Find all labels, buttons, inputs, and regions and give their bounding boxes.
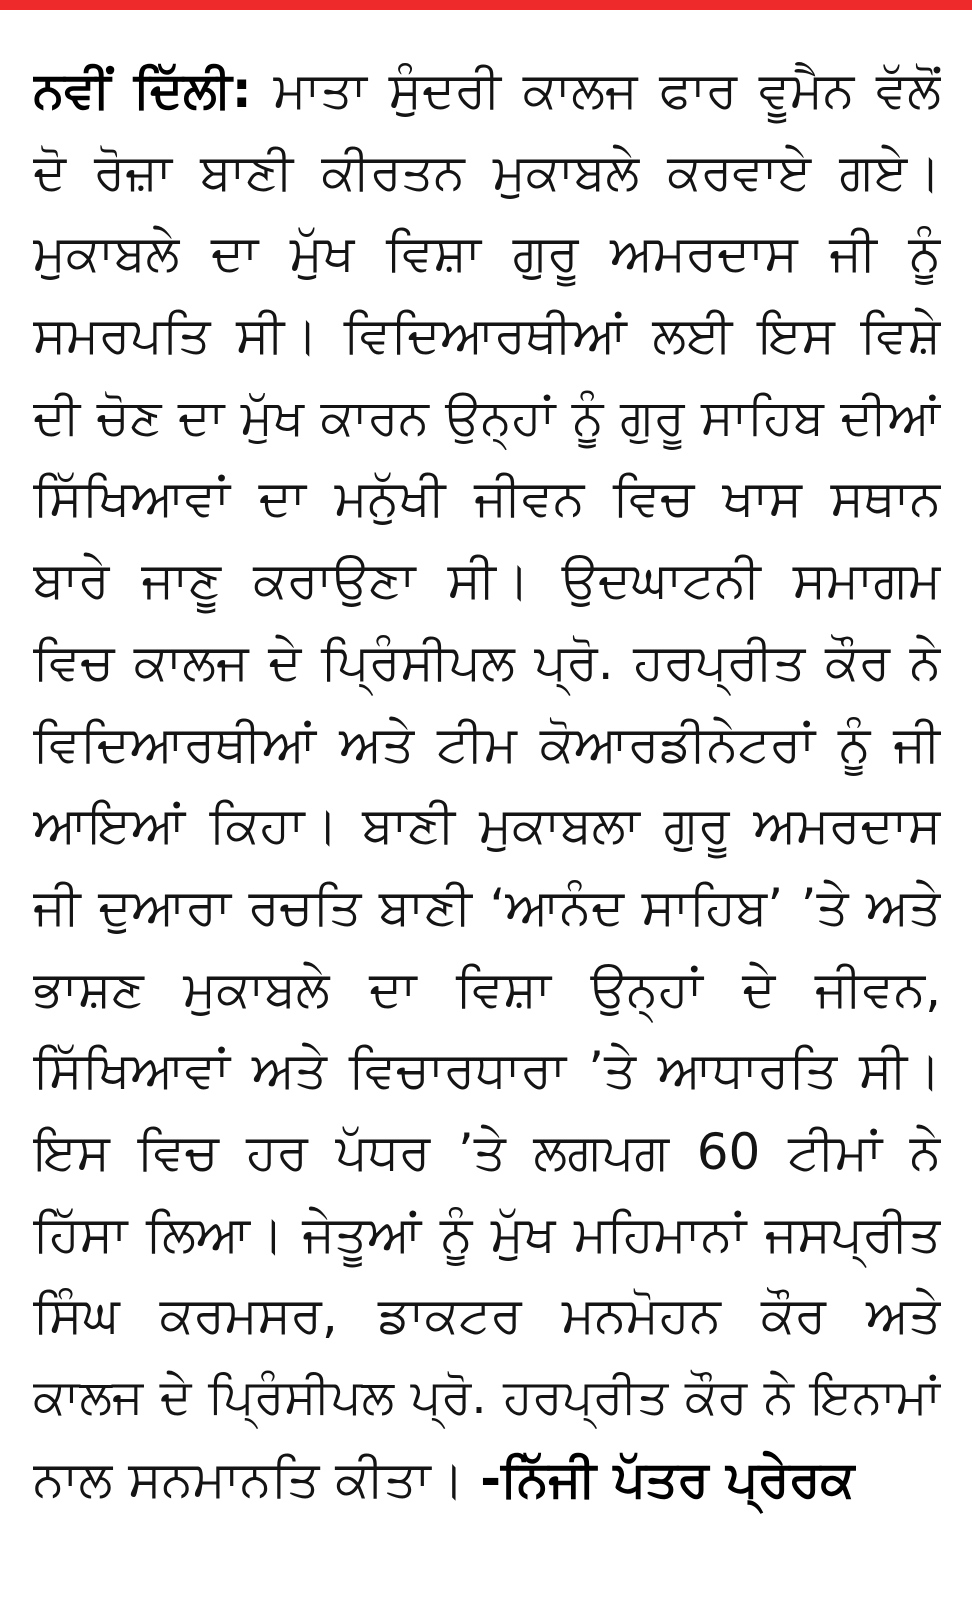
- article-line: [33, 50, 941, 132]
- article-line: ਸਿੰਘ ਕਰਮਸਰ, ਡਾਕਟਰ ਮਨਮੋਹਨ ਕੌਰ ਅਤੇ: [33, 1286, 941, 1345]
- article-line: ਹਿੱਸਾ ਲਿਆ। ਜੇਤੂਆਂ ਨੂੰ ਮੁੱਖ ਮਹਿਮਾਨਾਂ ਜਸਪ੍ਰੀਤ: [33, 1204, 941, 1263]
- article-line: ਬਾਰੇ ਜਾਣੂ ਕਰਾਉਣਾ ਸੀ। ਉਦਘਾਟਨੀ ਸਮਾਗਮ: [33, 551, 941, 610]
- article-line: ਮੁਕਾਬਲੇ ਦਾ ਮੁੱਖ ਵਿਸ਼ਾ ਗੁਰੂ ਅਮਰਦਾਸ ਜੀ ਨੂੰ: [33, 224, 941, 283]
- article-line: ਇਸ ਵਿਚ ਹਰ ਪੱਧਰ ’ਤੇ ਲਗਪਗ 60 ਟੀਮਾਂ ਨੇ: [33, 1122, 941, 1181]
- article-line: ਜੀ ਦੁਆਰਾ ਰਚਤਿ ਬਾਣੀ ‘ਆਨੰਦ ਸਾਹਿਬ’ ’ਤੇ ਅਤੇ: [33, 877, 941, 936]
- dateline: ਨਵੀਂ ਦਿੱਲੀ:: [33, 61, 252, 119]
- article-line: ਦੋ ਰੋਜ਼ਾ ਬਾਣੀ ਕੀਰਤਨ ਮੁਕਾਬਲੇ ਕਰਵਾਏ ਗਏ।: [33, 142, 941, 201]
- article-line: ਆਇਆਂ ਕਿਹਾ। ਬਾਣੀ ਮੁਕਾਬਲਾ ਗੁਰੂ ਅਮਰਦਾਸ: [33, 796, 941, 855]
- byline: -ਨਿੱਜੀ ਪੱਤਰ ਪ੍ਰੇਰਕ: [480, 1449, 855, 1508]
- top-red-rule: [0, 0, 972, 10]
- news-article: [33, 50, 941, 1520]
- article-line: ਦੀ ਚੋਣ ਦਾ ਮੁੱਖ ਕਾਰਨ ਉਨ੍ਹਾਂ ਨੂੰ ਗੁਰੂ ਸਾਹਿਬ ਦੀਆਂ: [33, 388, 941, 446]
- article-line: ਭਾਸ਼ਣ ਮੁਕਾਬਲੇ ਦਾ ਵਿਸ਼ਾ ਉਨ੍ਹਾਂ ਦੇ ਜੀਵਨ,: [33, 959, 941, 1018]
- article-line: ਸਿੱਖਿਆਵਾਂ ਅਤੇ ਵਿਚਾਰਧਾਰਾ ’ਤੇ ਆਧਾਰਤਿ ਸੀ।: [33, 1041, 941, 1100]
- article-line: ਸਮਰਪਤਿ ਸੀ। ਵਿਦਿਆਰਥੀਆਂ ਲਈ ਇਸ ਵਿਸ਼ੇ: [33, 306, 941, 365]
- article-line: ਵਿਦਿਆਰਥੀਆਂ ਅਤੇ ਟੀਮ ਕੋਆਰਡੀਨੇਟਰਾਂ ਨੂੰ ਜੀ: [33, 714, 941, 773]
- article-line: [33, 1439, 941, 1521]
- article-line: ਕਾਲਜ ਦੇ ਪ੍ਰਿੰਸੀਪਲ ਪ੍ਰੋ. ਹਰਪ੍ਰੀਤ ਕੌਰ ਨੇ ਇਨਾਮਾਂ: [33, 1369, 941, 1425]
- article-text: ਨਾਲ ਸਨਮਾਨਤਿ ਕੀਤਾ।: [33, 1449, 465, 1508]
- article-line: ਸਿੱਖਿਆਵਾਂ ਦਾ ਮਨੁੱਖੀ ਜੀਵਨ ਵਿਚ ਖਾਸ ਸਥਾਨ: [33, 469, 941, 528]
- article-line: ਵਿਚ ਕਾਲਜ ਦੇ ਪ੍ਰਿੰਸੀਪਲ ਪ੍ਰੋ. ਹਰਪ੍ਰੀਤ ਕੌਰ ਨੇ: [33, 632, 941, 691]
- article-text: ਮਾਤਾ ਸੁੰਦਰੀ ਕਾਲਜ ਫਾਰ ਵੂਮੈਨ ਵੱਲੋਂ: [273, 61, 941, 119]
